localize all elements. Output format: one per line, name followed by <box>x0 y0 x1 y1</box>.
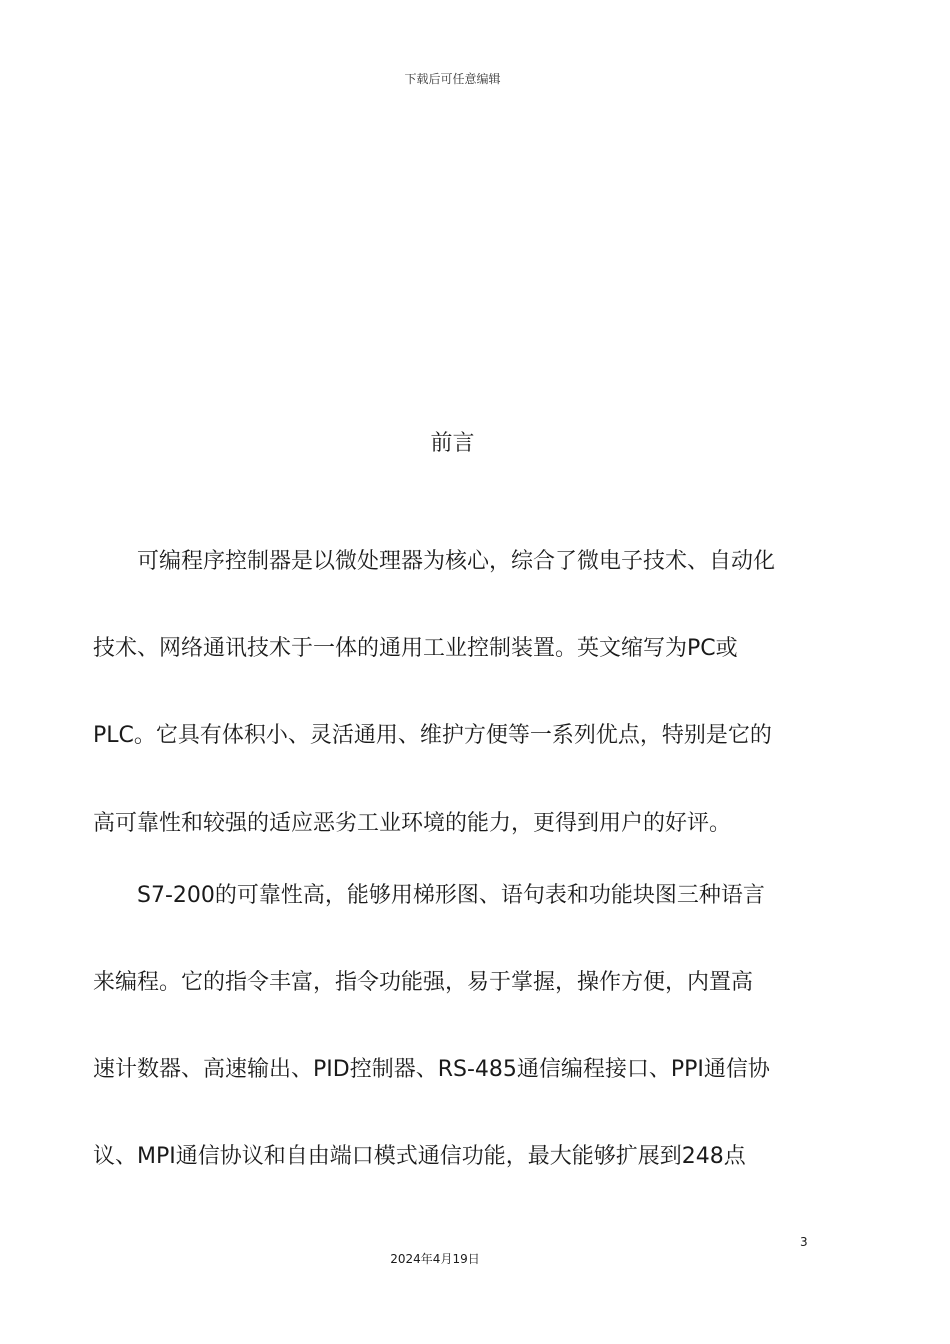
body-text-line: PLC。它具有体积小、灵活通用、维护方便等一系列优点，特别是它的 <box>93 723 772 748</box>
body-text-line: 技术、网络通讯技术于一体的通用工业控制装置。英文缩写为PC或 <box>93 636 738 661</box>
body-text-line: S7-200的可靠性高，能够用梯形图、语句表和功能块图三种语言 <box>93 883 765 908</box>
body-text-line: 速计数器、高速输出、PID控制器、RS-485通信编程接口、PPI通信协 <box>93 1057 770 1082</box>
page-number: 3 <box>800 1235 808 1249</box>
page-title: 前言 <box>430 431 475 456</box>
header-note: 下载后可任意编辑 <box>404 72 501 86</box>
body-text-line: 高可靠性和较强的适应恶劣工业环境的能力，更得到用户的好评。 <box>93 811 732 836</box>
footer-date: 2024年4月19日 <box>390 1252 480 1266</box>
body-text-line: 可编程序控制器是以微处理器为核心，综合了微电子技术、自动化 <box>93 549 776 574</box>
body-text-line: 议、MPI通信协议和自由端口模式通信功能，最大能够扩展到248点 <box>93 1144 746 1169</box>
body-text-line: 来编程。它的指令丰富，指令功能强，易于掌握，操作方便，内置高 <box>93 970 754 995</box>
